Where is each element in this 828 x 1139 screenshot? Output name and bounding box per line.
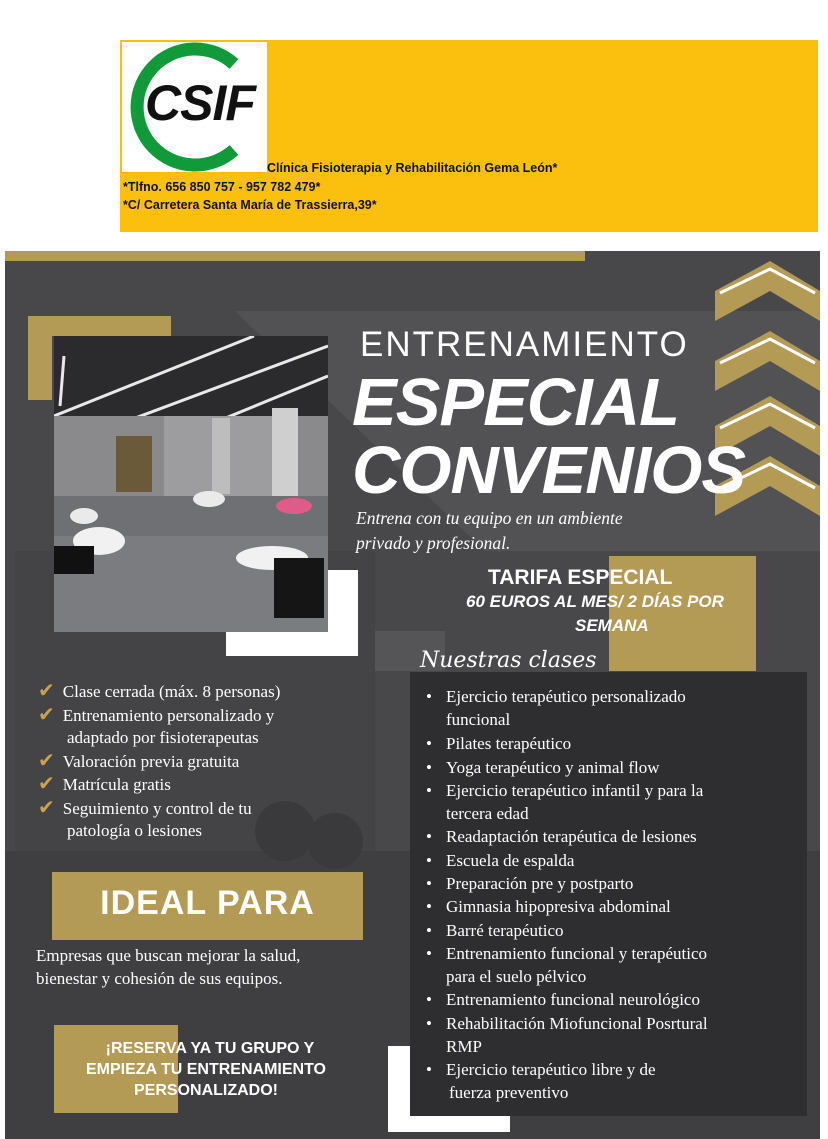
class-item-label: Ejercicio terapéutico infantil y para la [446,781,704,800]
headline-especial: ESPECIAL [352,365,680,440]
class-item [426,920,564,942]
class-item [426,873,633,895]
bullet-icon: • [426,897,432,916]
tarifa-label: TARIFA ESPECIAL [488,566,673,589]
phone-text: *Tlfno. 656 850 757 - 957 782 479* [123,180,321,194]
bullet-icon: • [426,734,432,753]
class-item-label: Rehabilitación Miofuncional Posrtural [446,1014,708,1033]
gold-accent-bar [28,316,52,400]
bullet-icon: • [426,1060,432,1079]
class-item-continued: tercera edad [446,804,529,823]
benefit-item: ✔ Seguimiento y control de tu [38,795,252,819]
class-item [426,780,703,802]
gym-photo [54,336,328,632]
class-item [426,757,660,779]
class-item-label: Entrenamiento funcional neurológico [446,990,700,1009]
class-item-label: Gimnasia hipopresiva abdominal [446,897,671,916]
class-item-label: Yoga terapéutico y animal flow [446,758,660,777]
gym-photo-illustration [54,336,328,632]
benefit-item-continued: adaptado por fisioterapeutas [67,728,259,747]
class-item-continued: para el suelo pélvico [446,967,587,986]
subtitle-line: privado y profesional. [356,533,511,553]
class-item [426,989,700,1011]
class-item [426,850,574,872]
benefit-item: ✔ Valoración previa gratuita [38,748,240,772]
clinic-name: Clínica Fisioterapia y Rehabilitación Gema León* [267,161,558,175]
bullet-icon: • [426,687,432,706]
class-item-continued: fuerza preventivo [449,1083,569,1102]
benefit-item: ✔ Clase cerrada (máx. 8 personas) [38,678,281,702]
class-item [426,896,671,918]
logo-text: CSIF [145,75,255,131]
cta-line: PERSONALIZADO! [134,1082,278,1099]
class-item-continued: funcional [446,710,511,729]
bullet-icon: • [426,1014,432,1033]
bullet-icon: • [426,921,432,940]
bullet-icon: • [426,781,432,800]
class-item-label: Ejercicio terapéutico libre y de [446,1060,656,1079]
ideal-para-heading: IDEAL PARA [100,884,315,922]
check-icon: ✔ [38,748,55,772]
ideal-text: bienestar y cohesión de sus equipos. [36,969,283,988]
benefit-item: ✔ Entrenamiento personalizado y [38,702,275,726]
check-icon: ✔ [38,678,55,702]
bullet-icon: • [426,944,432,963]
benefit-item: ✔ Matrícula gratis [38,771,171,795]
headline-convenios: CONVENIOS [352,433,746,508]
class-item [426,686,686,708]
cta-line: ¡RESERVA YA TU GRUPO Y [105,1040,315,1057]
bullet-icon: • [426,990,432,1009]
subtitle-line: Entrena con tu equipo en un ambiente [356,508,623,528]
class-item-label: Barré terapéutico [446,921,564,940]
class-item-label: Pilates terapéutico [446,734,572,753]
check-icon: ✔ [38,702,55,726]
class-item [426,733,571,755]
benefit-item-continued: patología o lesiones [67,821,203,840]
class-item-label: Entrenamiento funcional y terapéutico [446,944,708,963]
address-text: *C/ Carretera Santa María de Trassierra,39* [123,198,377,212]
ideal-text: Empresas que buscan mejorar la salud, [36,946,301,965]
class-item-label: Ejercicio terapéutico personalizado [446,687,686,706]
tarifa-price: 60 EUROS AL MES/ 2 DÍAS POR [466,592,724,611]
headline-small: ENTRENAMIENTO [360,325,689,364]
class-item [426,826,697,848]
bullet-icon: • [426,874,432,893]
class-item [426,1059,656,1081]
gold-strip [5,251,585,261]
tarifa-price-2: SEMANA [575,616,649,635]
class-item-continued: RMP [446,1037,482,1056]
class-item [426,1013,708,1035]
class-item-label: Escuela de espalda [446,851,575,870]
check-icon: ✔ [38,795,55,819]
bullet-icon: • [426,827,432,846]
bullet-icon: • [426,851,432,870]
classes-heading: Nuestras clases [420,648,597,673]
class-item [426,943,707,965]
class-item-label: Readaptación terapéutica de lesiones [446,827,697,846]
class-item-label: Preparación pre y postparto [446,874,634,893]
check-icon: ✔ [38,771,55,795]
cta-line: EMPIEZA TU ENTRENAMIENTO [85,1061,326,1078]
bullet-icon: • [426,758,432,777]
